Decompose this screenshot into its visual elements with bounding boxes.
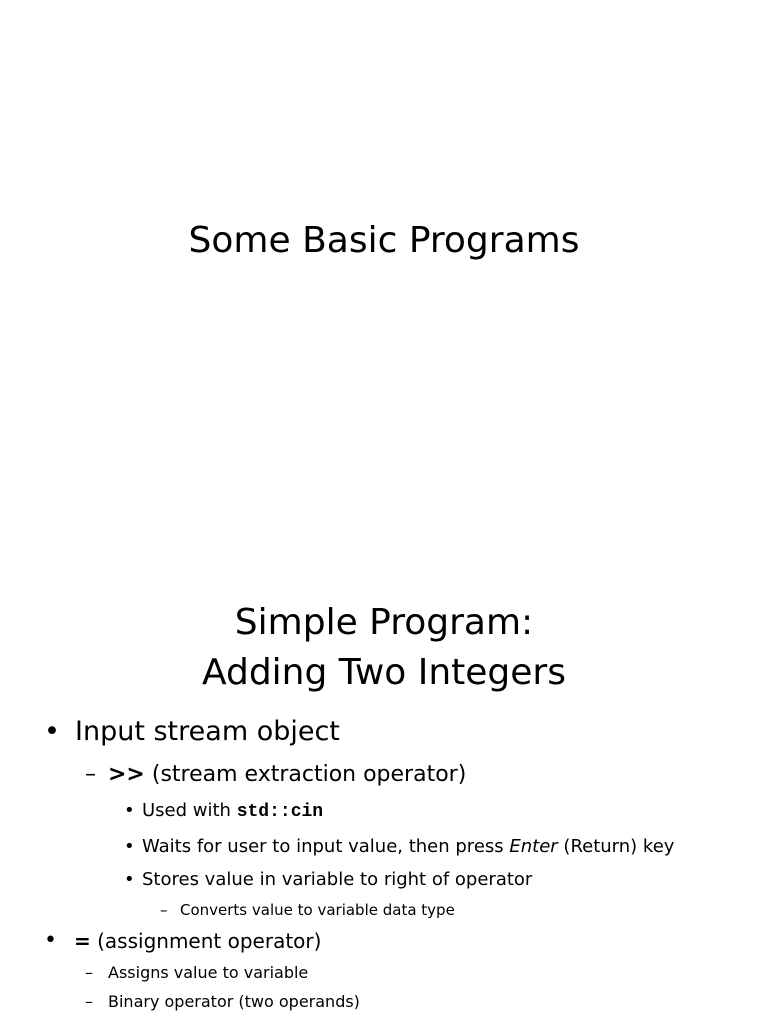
dash-marker: – <box>85 963 93 982</box>
sub-sub-bullet-text: Used with <box>142 800 237 821</box>
dash-marker: – <box>85 992 93 1011</box>
title-line-1: Simple Program: <box>234 602 534 643</box>
dash-marker: – <box>160 901 168 919</box>
bullet-text: (assignment operator) <box>90 929 322 953</box>
bullet-marker: • <box>44 716 60 747</box>
level4-bullet-item <box>160 900 455 920</box>
sub-bullet-item <box>85 962 309 984</box>
title-line-2: Adding Two Integers <box>201 652 566 693</box>
text-before: Waits for user to input value, then press <box>142 836 510 857</box>
code-text: std::cin <box>236 802 324 822</box>
bullet-marker: • <box>124 869 135 890</box>
sub-bullet-text: Binary operator (two operands) <box>108 992 360 1011</box>
sub-sub-bullet-item <box>124 835 675 859</box>
bullet-marker: • <box>44 928 57 953</box>
sub-sub-bullet-text: Stores value in variable to right of operator <box>142 869 533 890</box>
sub-bullet-text: (stream extraction operator) <box>144 762 467 787</box>
bullet-text: Input stream object <box>75 716 340 747</box>
bullet-item <box>44 716 340 748</box>
text-after: (Return) key <box>557 836 675 857</box>
sub-sub-bullet-item <box>124 868 533 892</box>
slide-adding-two-integers <box>0 512 768 1024</box>
sub-bullet-item <box>85 761 467 789</box>
operator-symbol: = <box>74 929 91 953</box>
slide-title: Some Basic Programs <box>188 220 580 261</box>
emphasized-text: Enter <box>509 836 558 857</box>
sub-bullet-item <box>85 991 360 1013</box>
bullet-marker: • <box>124 836 135 857</box>
sub-bullet-text: Assigns value to variable <box>108 963 309 982</box>
slide-title <box>0 598 768 698</box>
level4-bullet-text: Converts value to variable data type <box>180 901 455 919</box>
operator-symbol: >> <box>108 762 145 787</box>
bullet-marker: • <box>124 800 135 821</box>
bullet-item <box>44 927 322 955</box>
dash-marker: – <box>85 762 96 787</box>
sub-sub-bullet-item <box>124 799 324 823</box>
